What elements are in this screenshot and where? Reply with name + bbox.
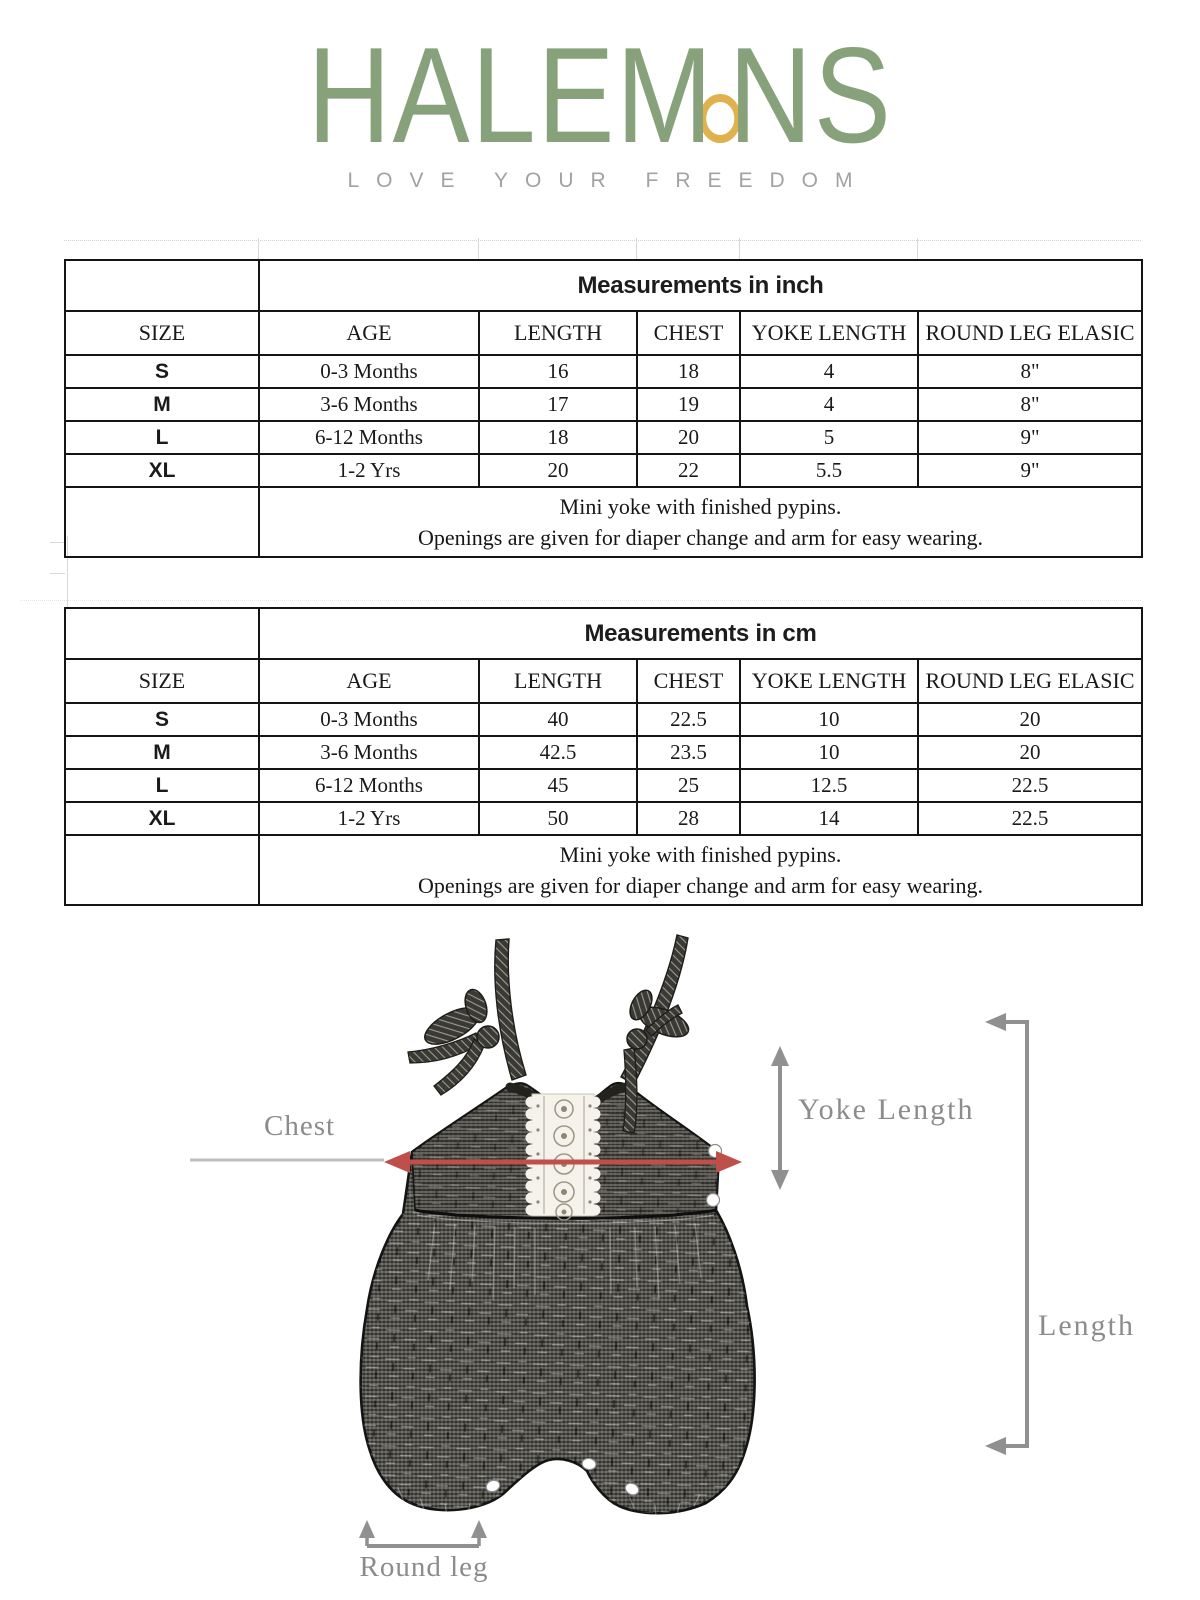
table-row-s (65, 355, 1142, 388)
table-cell: 1-2 Yrs (259, 802, 479, 835)
col-header-size: SIZE (65, 659, 259, 703)
table-row-s (65, 703, 1142, 736)
table-cell: 20 (479, 454, 637, 487)
table-note (259, 487, 1142, 557)
gridline-artifact (20, 600, 1141, 601)
table-note-row (65, 835, 1142, 905)
measurements-cm-table (64, 607, 1143, 906)
col-header-age: AGE (259, 311, 479, 355)
round-leg-bracket (359, 1520, 487, 1546)
table-title-row (65, 608, 1142, 659)
table-cell: 5 (740, 421, 918, 454)
table-cell: 6-12 Months (259, 421, 479, 454)
table-cell: 22.5 (637, 703, 740, 736)
brand-name-left: HALEM (307, 19, 715, 172)
gridline-artifact (50, 542, 65, 543)
table-row-l (65, 421, 1142, 454)
brand-tagline: LOVE YOUR FREEDOM (347, 169, 870, 192)
table-cell: 22 (637, 454, 740, 487)
gridline-artifact (50, 573, 65, 574)
table-cell: 8" (918, 388, 1142, 421)
yoke-length-label: Yoke Length (798, 1093, 975, 1126)
table-cell: 9" (918, 454, 1142, 487)
length-bracket (985, 1013, 1027, 1455)
gridline-artifact (478, 238, 479, 259)
note-line-2: Openings are given for diaper change and arm for easy wearing. (417, 525, 984, 550)
measurements-inch-table (64, 259, 1143, 558)
table-cell: 6-12 Months (259, 769, 479, 802)
col-header-chest: CHEST (637, 311, 740, 355)
table-cell: 0-3 Months (259, 703, 479, 736)
yoke-length-bracket (771, 1046, 789, 1190)
brand-wordmark (90, 19, 1110, 172)
table-cell: M (65, 388, 259, 421)
romper-measurement-diagram (140, 910, 1060, 1600)
table-row-m (65, 736, 1142, 769)
table-corner-cell (65, 608, 259, 659)
col-header-yoke-length: YOKE LENGTH (740, 311, 918, 355)
table-cell: 12.5 (740, 769, 918, 802)
table-cell: 28 (637, 802, 740, 835)
table-cell: 25 (637, 769, 740, 802)
table-cell-empty (65, 835, 259, 905)
round-leg-label: Round leg (359, 1551, 489, 1583)
table-cell: 45 (479, 769, 637, 802)
table-header-row (65, 659, 1142, 703)
table-header-row (65, 311, 1142, 355)
table-cell: 23.5 (637, 736, 740, 769)
table-cell: 20 (918, 736, 1142, 769)
table-cell: 4 (740, 388, 918, 421)
brand-logo (0, 19, 1200, 193)
col-header-round-leg-elasic: ROUND LEG ELASIC (918, 659, 1142, 703)
chest-label: Chest (264, 1110, 336, 1142)
col-header-length: LENGTH (479, 311, 637, 355)
table-cell: 22.5 (918, 769, 1142, 802)
table-cell: 4 (740, 355, 918, 388)
table-row-m (65, 388, 1142, 421)
table-title: Measurements in inch (259, 260, 1142, 311)
table-cell-empty (65, 487, 259, 557)
table-cell: 9" (918, 421, 1142, 454)
table-note (259, 835, 1142, 905)
table-cell: 1-2 Yrs (259, 454, 479, 487)
table-cell: XL (65, 802, 259, 835)
col-header-length: LENGTH (479, 659, 637, 703)
table-cell: 42.5 (479, 736, 637, 769)
table-cell: 8" (918, 355, 1142, 388)
table-corner-cell (65, 260, 259, 311)
col-header-size: SIZE (65, 311, 259, 355)
table-cell: S (65, 355, 259, 388)
brand-name-right: NS (728, 19, 893, 172)
table-cell: 3-6 Months (259, 388, 479, 421)
table-cell: 17 (479, 388, 637, 421)
table-row-xl (65, 802, 1142, 835)
note-line-1: Mini yoke with finished pypins. (559, 842, 842, 867)
gridline-artifact (64, 240, 1141, 241)
table-note-row (65, 487, 1142, 557)
gridline-artifact (258, 238, 259, 259)
col-header-chest: CHEST (637, 659, 740, 703)
table-cell: L (65, 769, 259, 802)
table-cell: 18 (637, 355, 740, 388)
col-header-age: AGE (259, 659, 479, 703)
table-row-l (65, 769, 1142, 802)
table-cell: 16 (479, 355, 637, 388)
left-strap (495, 939, 526, 1080)
table-cell: 40 (479, 703, 637, 736)
table-cell: XL (65, 454, 259, 487)
table-cell: 50 (479, 802, 637, 835)
table-title: Measurements in cm (259, 608, 1142, 659)
table-cell: L (65, 421, 259, 454)
gridline-artifact (636, 238, 637, 259)
table-cell: M (65, 736, 259, 769)
table-cell: 5.5 (740, 454, 918, 487)
col-header-yoke-length: YOKE LENGTH (740, 659, 918, 703)
table-cell: 20 (918, 703, 1142, 736)
length-label: Length (1038, 1309, 1135, 1342)
table-cell: S (65, 703, 259, 736)
col-header-round-leg-elasic: ROUND LEG ELASIC (918, 311, 1142, 355)
gridline-artifact (739, 238, 740, 259)
table-cell: 18 (479, 421, 637, 454)
table-cell: 19 (637, 388, 740, 421)
table-cell: 10 (740, 703, 918, 736)
table-cell: 14 (740, 802, 918, 835)
table-cell: 3-6 Months (259, 736, 479, 769)
note-line-2: Openings are given for diaper change and arm for easy wearing. (417, 873, 984, 898)
table-cell: 22.5 (918, 802, 1142, 835)
gridline-artifact (917, 238, 918, 259)
lace-panel (526, 1094, 601, 1220)
table-row-xl (65, 454, 1142, 487)
note-line-1: Mini yoke with finished pypins. (559, 494, 842, 519)
table-title-row (65, 260, 1142, 311)
table-cell: 20 (637, 421, 740, 454)
left-strap-bow (408, 987, 499, 1095)
table-cell: 0-3 Months (259, 355, 479, 388)
table-cell: 10 (740, 736, 918, 769)
